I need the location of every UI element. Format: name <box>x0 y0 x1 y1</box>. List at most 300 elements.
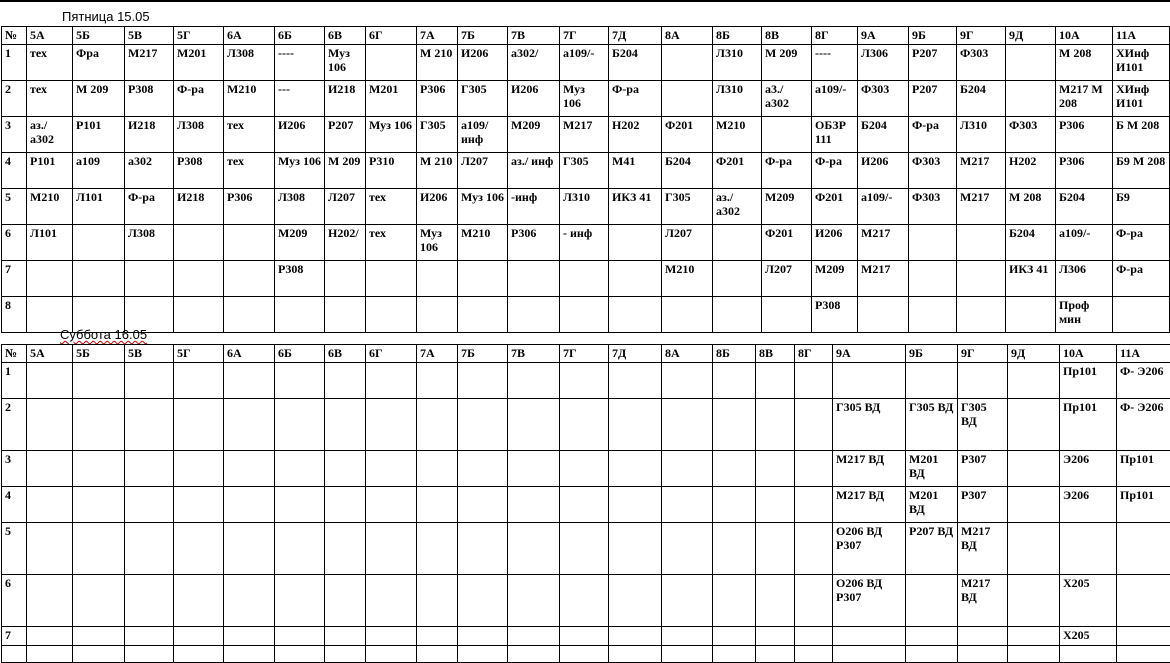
lesson-cell <box>458 523 508 575</box>
lesson-cell: Р306 <box>1056 153 1113 189</box>
lesson-cell <box>458 363 508 399</box>
lesson-cell <box>756 487 795 523</box>
lesson-cell <box>224 261 275 297</box>
lesson-cell: М217 <box>858 225 909 261</box>
lesson-cell: Л308 <box>174 117 224 153</box>
lesson-cell: И218 <box>125 117 174 153</box>
lesson-cell <box>508 523 560 575</box>
lesson-cell <box>560 363 609 399</box>
lesson-number: 6 <box>2 575 27 627</box>
lesson-cell: И206 <box>812 225 858 261</box>
lesson-cell <box>73 627 125 646</box>
lesson-cell: Ф-ра <box>762 153 812 189</box>
column-header: 8А <box>662 345 713 363</box>
column-header: 5Б <box>73 345 125 363</box>
lesson-cell <box>1008 487 1060 523</box>
lesson-number: 5 <box>2 523 27 575</box>
lesson-cell: - инф <box>560 225 609 261</box>
lesson-cell <box>325 297 366 333</box>
column-header: 8В <box>756 345 795 363</box>
column-header: 7А <box>417 345 458 363</box>
column-header: № <box>2 345 27 363</box>
lesson-cell <box>909 297 957 333</box>
lesson-cell <box>609 451 662 487</box>
lesson-cell: Э206 <box>1060 487 1117 523</box>
column-header: 6А <box>224 345 275 363</box>
lesson-cell: М209 <box>812 261 858 297</box>
lesson-cell <box>560 575 609 627</box>
column-header: 10А <box>1056 27 1113 45</box>
lesson-cell: М 210 <box>417 153 458 189</box>
column-header: 9Б <box>909 27 957 45</box>
lesson-cell: Р306 <box>508 225 560 261</box>
lesson-cell: М41 <box>609 153 662 189</box>
lesson-cell: Л308 <box>275 189 325 225</box>
lesson-cell: Г305 ВД <box>958 399 1008 451</box>
lesson-cell: ХИнф И101 <box>1113 81 1170 117</box>
lesson-cell: Л308 <box>224 45 275 81</box>
lesson-number: 5 <box>2 189 27 225</box>
column-header: 5В <box>125 27 174 45</box>
column-header: 6В <box>325 27 366 45</box>
lesson-cell <box>1117 627 1170 646</box>
lesson-cell: М210 <box>27 189 73 225</box>
lesson-cell: Ф303 <box>909 153 957 189</box>
lesson-cell: Ф303 <box>909 189 957 225</box>
column-header: 5Г <box>174 27 224 45</box>
lesson-cell <box>73 646 125 663</box>
lesson-cell <box>1008 523 1060 575</box>
lesson-cell <box>417 363 458 399</box>
lesson-cell: Л310 <box>713 45 762 81</box>
lesson-cell: Пр101 <box>1117 487 1170 523</box>
lesson-cell <box>833 627 906 646</box>
lesson-cell <box>174 363 224 399</box>
lesson-cell <box>713 575 756 627</box>
lesson-cell <box>713 363 756 399</box>
lesson-cell <box>756 363 795 399</box>
lesson-cell: М201 <box>366 81 417 117</box>
lesson-cell <box>125 523 174 575</box>
lesson-cell <box>1117 575 1170 627</box>
lesson-cell <box>458 451 508 487</box>
lesson-cell <box>275 363 325 399</box>
lesson-cell: Л308 <box>125 225 174 261</box>
lesson-cell <box>224 363 275 399</box>
lesson-cell <box>756 451 795 487</box>
lesson-cell <box>958 646 1008 663</box>
lesson-cell: Ф- Э206 <box>1117 399 1170 451</box>
lesson-cell: Л306 <box>858 45 909 81</box>
column-header: 7А <box>417 27 458 45</box>
lesson-cell <box>174 646 224 663</box>
lesson-cell <box>713 261 762 297</box>
lesson-cell <box>125 297 174 333</box>
lesson-cell <box>27 627 73 646</box>
lesson-cell <box>833 646 906 663</box>
lesson-cell: Н202 <box>1006 153 1056 189</box>
lesson-cell <box>458 575 508 627</box>
lesson-cell <box>560 487 609 523</box>
lesson-cell: Р308 <box>275 261 325 297</box>
lesson-cell: Х205 <box>1060 627 1117 646</box>
lesson-cell <box>27 261 73 297</box>
lesson-cell: М210 <box>713 117 762 153</box>
lesson-cell: Пр101 <box>1117 451 1170 487</box>
lesson-cell <box>1117 523 1170 575</box>
lesson-cell: а302 <box>125 153 174 189</box>
lesson-cell <box>1008 399 1060 451</box>
lesson-cell <box>73 261 125 297</box>
column-header: 9Д <box>1008 345 1060 363</box>
lesson-cell <box>417 399 458 451</box>
lesson-cell <box>958 363 1008 399</box>
lesson-cell <box>508 261 560 297</box>
lesson-cell <box>508 363 560 399</box>
lesson-cell: тех <box>27 45 73 81</box>
column-header: 8Б <box>713 27 762 45</box>
lesson-cell: М217 М 208 <box>1056 81 1113 117</box>
column-header: 5Б <box>73 27 125 45</box>
lesson-cell: тех <box>224 117 275 153</box>
lesson-cell <box>756 627 795 646</box>
lesson-cell: тех <box>366 225 417 261</box>
lesson-cell: ИКЗ 41 <box>1006 261 1056 297</box>
lesson-number: 4 <box>2 153 27 189</box>
lesson-cell: а109/- <box>1056 225 1113 261</box>
column-header: 6Б <box>275 27 325 45</box>
lesson-cell: Б204 <box>957 81 1006 117</box>
lesson-cell: Муз 106 <box>417 225 458 261</box>
lesson-cell: Пр101 <box>1060 399 1117 451</box>
lesson-cell: Ф-ра <box>1113 261 1170 297</box>
lesson-cell <box>756 523 795 575</box>
lesson-cell: Р207 ВД <box>906 523 958 575</box>
lesson-cell <box>73 363 125 399</box>
lesson-cell <box>713 297 762 333</box>
lesson-cell: ХИнф И101 <box>1113 45 1170 81</box>
column-header: 7Д <box>609 345 662 363</box>
lesson-cell: Ф201 <box>713 153 762 189</box>
lesson-number: 4 <box>2 487 27 523</box>
lesson-cell <box>174 399 224 451</box>
lesson-cell <box>125 487 174 523</box>
lesson-cell <box>906 627 958 646</box>
lesson-cell <box>906 646 958 663</box>
lesson-cell: И206 <box>417 189 458 225</box>
lesson-cell <box>957 297 1006 333</box>
lesson-cell <box>224 451 275 487</box>
lesson-cell: Ф-ра <box>812 153 858 189</box>
lesson-cell: Муз 106 <box>458 189 508 225</box>
top-border-line <box>0 0 1170 2</box>
lesson-row <box>2 189 1170 225</box>
lesson-cell <box>224 523 275 575</box>
column-header: 11А <box>1117 345 1170 363</box>
lesson-cell: тех <box>27 81 73 117</box>
lesson-cell <box>906 575 958 627</box>
column-header: 5Г <box>174 345 224 363</box>
lesson-cell <box>713 451 756 487</box>
lesson-cell: М217 <box>957 153 1006 189</box>
lesson-cell: Г305 ВД <box>833 399 906 451</box>
lesson-number: 6 <box>2 225 27 261</box>
lesson-cell: Л207 <box>325 189 366 225</box>
lesson-cell <box>73 523 125 575</box>
lesson-cell <box>174 523 224 575</box>
lesson-cell: И206 <box>508 81 560 117</box>
lesson-cell <box>609 575 662 627</box>
lesson-cell <box>275 487 325 523</box>
lesson-cell <box>795 627 833 646</box>
day-title-friday: Пятница 15.05 <box>62 9 150 24</box>
lesson-cell: ---- <box>275 45 325 81</box>
lesson-cell <box>508 487 560 523</box>
lesson-cell <box>174 297 224 333</box>
lesson-cell <box>609 627 662 646</box>
lesson-number: 2 <box>2 81 27 117</box>
lesson-cell: Ф-ра <box>609 81 662 117</box>
lesson-cell: Б204 <box>858 117 909 153</box>
column-header: 9Б <box>906 345 958 363</box>
column-header: 5А <box>27 345 73 363</box>
lesson-cell: а109/- <box>560 45 609 81</box>
lesson-cell <box>125 575 174 627</box>
lesson-cell <box>1117 646 1170 663</box>
lesson-cell <box>27 399 73 451</box>
lesson-cell <box>609 225 662 261</box>
lesson-cell: Р307 <box>958 451 1008 487</box>
lesson-cell <box>224 575 275 627</box>
lesson-cell <box>458 627 508 646</box>
lesson-cell <box>508 575 560 627</box>
lesson-row <box>2 81 1170 117</box>
lesson-row <box>2 487 1170 523</box>
lesson-cell <box>27 487 73 523</box>
lesson-cell: а3./ а302 <box>762 81 812 117</box>
lesson-cell: Б М 208 <box>1113 117 1170 153</box>
lesson-cell <box>609 523 662 575</box>
lesson-cell: Л310 <box>713 81 762 117</box>
lesson-cell <box>417 523 458 575</box>
lesson-cell <box>662 81 713 117</box>
lesson-cell: Б204 <box>1006 225 1056 261</box>
lesson-cell <box>366 261 417 297</box>
lesson-cell: Л207 <box>662 225 713 261</box>
lesson-cell <box>560 646 609 663</box>
lesson-cell <box>73 451 125 487</box>
lesson-cell: Р306 <box>417 81 458 117</box>
lesson-cell <box>662 627 713 646</box>
lesson-cell <box>366 627 417 646</box>
lesson-cell <box>366 399 417 451</box>
column-header: 7Б <box>458 345 508 363</box>
lesson-cell: Ф-ра <box>909 117 957 153</box>
lesson-cell: Р207 <box>909 45 957 81</box>
lesson-cell <box>325 575 366 627</box>
lesson-cell: ОБЗР 111 <box>812 117 858 153</box>
lesson-cell: М201 <box>174 45 224 81</box>
lesson-cell: Ф303 <box>858 81 909 117</box>
lesson-cell <box>508 646 560 663</box>
lesson-cell <box>560 399 609 451</box>
lesson-cell <box>458 487 508 523</box>
lesson-cell <box>417 575 458 627</box>
lesson-cell <box>366 523 417 575</box>
lesson-cell: М 209 <box>325 153 366 189</box>
lesson-cell: Ф-ра <box>125 189 174 225</box>
lesson-cell <box>417 451 458 487</box>
lesson-cell: М210 <box>458 225 508 261</box>
lesson-cell <box>508 451 560 487</box>
lesson-cell: Н202/ <box>325 225 366 261</box>
lesson-cell <box>906 363 958 399</box>
lesson-cell <box>27 523 73 575</box>
lesson-cell: а109/- <box>858 189 909 225</box>
lesson-number <box>2 646 27 663</box>
lesson-cell <box>560 627 609 646</box>
column-header: 10А <box>1060 345 1117 363</box>
lesson-cell <box>795 451 833 487</box>
lesson-cell: Ф303 <box>957 45 1006 81</box>
lesson-cell: Муз 106 <box>325 45 366 81</box>
lesson-cell: Б204 <box>662 153 713 189</box>
lesson-cell <box>366 297 417 333</box>
lesson-cell: Л310 <box>560 189 609 225</box>
lesson-cell <box>609 363 662 399</box>
lesson-number: 8 <box>2 297 27 333</box>
lesson-cell: Г305 <box>662 189 713 225</box>
lesson-cell <box>662 363 713 399</box>
lesson-cell <box>458 297 508 333</box>
lesson-cell <box>713 487 756 523</box>
column-header: 7В <box>508 345 560 363</box>
lesson-cell: М 208 <box>1006 189 1056 225</box>
schedule-table-saturday <box>1 344 1170 663</box>
lesson-cell: Ф-ра <box>1113 225 1170 261</box>
lesson-cell: Р308 <box>125 81 174 117</box>
column-header: 7Г <box>560 345 609 363</box>
lesson-cell: Г305 <box>417 117 458 153</box>
lesson-cell: ---- <box>812 45 858 81</box>
lesson-cell: Л207 <box>458 153 508 189</box>
lesson-cell <box>609 399 662 451</box>
lesson-cell: Ф201 <box>812 189 858 225</box>
lesson-cell: Э206 <box>1060 451 1117 487</box>
lesson-cell <box>756 575 795 627</box>
lesson-row <box>2 399 1170 451</box>
lesson-cell <box>27 297 73 333</box>
lesson-cell <box>795 363 833 399</box>
lesson-cell <box>458 646 508 663</box>
lesson-cell: Фра <box>73 45 125 81</box>
lesson-cell: -инф <box>508 189 560 225</box>
lesson-cell <box>366 575 417 627</box>
lesson-cell: Пр101 <box>1060 363 1117 399</box>
lesson-cell: Л101 <box>73 189 125 225</box>
lesson-cell <box>508 399 560 451</box>
lesson-cell <box>73 225 125 261</box>
lesson-cell: И206 <box>858 153 909 189</box>
lesson-cell <box>560 261 609 297</box>
lesson-cell <box>275 297 325 333</box>
lesson-cell: Р306 <box>224 189 275 225</box>
lesson-row <box>2 451 1170 487</box>
lesson-cell <box>224 627 275 646</box>
lesson-cell <box>27 575 73 627</box>
lesson-cell: Г305 <box>560 153 609 189</box>
lesson-cell <box>224 487 275 523</box>
column-header: 9А <box>833 345 906 363</box>
lesson-cell <box>174 627 224 646</box>
lesson-cell <box>713 225 762 261</box>
lesson-cell: М201 ВД <box>906 487 958 523</box>
lesson-cell <box>662 575 713 627</box>
lesson-cell <box>1113 297 1170 333</box>
lesson-cell: Муз 106 <box>275 153 325 189</box>
lesson-number: 3 <box>2 117 27 153</box>
lesson-cell <box>325 399 366 451</box>
lesson-cell: аз./ инф <box>508 153 560 189</box>
lesson-cell <box>325 451 366 487</box>
lesson-row <box>2 363 1170 399</box>
lesson-cell <box>325 363 366 399</box>
lesson-cell <box>662 523 713 575</box>
lesson-cell <box>795 487 833 523</box>
lesson-row <box>2 523 1170 575</box>
lesson-cell <box>795 646 833 663</box>
lesson-cell <box>73 399 125 451</box>
lesson-row <box>2 627 1170 646</box>
lesson-cell <box>73 487 125 523</box>
lesson-cell <box>125 261 174 297</box>
lesson-number: 1 <box>2 45 27 81</box>
lesson-cell: Р308 <box>174 153 224 189</box>
column-header: 8В <box>762 27 812 45</box>
lesson-cell <box>174 487 224 523</box>
lesson-cell: М209 <box>275 225 325 261</box>
lesson-cell: О206 ВД Р307 <box>833 523 906 575</box>
lesson-cell <box>366 45 417 81</box>
column-header: 7Г <box>560 27 609 45</box>
lesson-cell: М 210 <box>417 45 458 81</box>
lesson-cell: Муз 106 <box>366 117 417 153</box>
lesson-cell <box>662 487 713 523</box>
lesson-cell <box>73 297 125 333</box>
lesson-row <box>2 117 1170 153</box>
lesson-cell <box>325 261 366 297</box>
lesson-cell <box>662 646 713 663</box>
column-header: 7Д <box>609 27 662 45</box>
lesson-cell: Б204 <box>1056 189 1113 225</box>
lesson-cell <box>1060 523 1117 575</box>
lesson-cell <box>417 627 458 646</box>
lesson-cell <box>174 575 224 627</box>
lesson-cell: а109/- <box>812 81 858 117</box>
column-header: 8Г <box>812 27 858 45</box>
lesson-cell <box>125 451 174 487</box>
lesson-cell <box>909 225 957 261</box>
lesson-cell <box>795 523 833 575</box>
lesson-cell: М210 <box>224 81 275 117</box>
column-header: 6В <box>325 345 366 363</box>
lesson-cell: Г305 ВД <box>906 399 958 451</box>
lesson-cell <box>1008 451 1060 487</box>
column-header: 6Б <box>275 345 325 363</box>
lesson-cell <box>957 261 1006 297</box>
lesson-cell <box>1008 575 1060 627</box>
lesson-cell: Ф201 <box>662 117 713 153</box>
